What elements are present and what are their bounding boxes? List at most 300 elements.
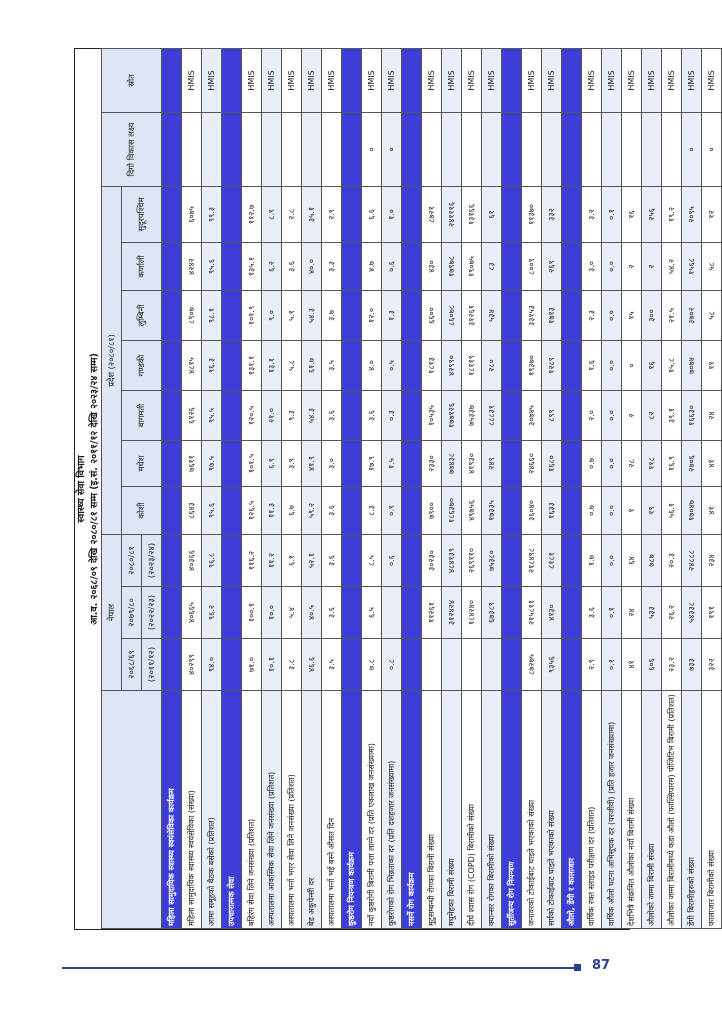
table-cell: HMIS xyxy=(362,48,382,112)
table-cell: ६.२ xyxy=(262,242,282,290)
table-cell: ८६०७८ xyxy=(442,290,462,340)
table-cell: १६३३ xyxy=(542,486,562,534)
table-cell: १३.१ xyxy=(262,340,282,390)
table-cell: १६८० xyxy=(542,440,562,486)
header-source: स्रोत xyxy=(102,48,162,112)
table-cell: ५८ xyxy=(702,242,722,290)
table-cell xyxy=(162,639,182,691)
row-label: जनावरको टोकाईबाट घाइते भएकाको संख्या xyxy=(522,691,542,929)
table-cell: ४३० xyxy=(422,242,442,290)
table-cell xyxy=(562,112,582,186)
table-cell: २३३० xyxy=(422,440,442,486)
table-cell: २१८४९८ xyxy=(522,534,542,586)
table-cell: १६ xyxy=(622,186,642,242)
row-label: अस्पतालमा आकस्मिक सेवा लिने जनसंख्या (प्रतिशत) xyxy=(262,691,282,929)
table-cell: HMIS xyxy=(542,48,562,112)
table-cell: ४०३६६ xyxy=(182,534,202,586)
table-cell: ७८७ xyxy=(642,534,662,586)
table-cell: ९७.५ xyxy=(202,440,222,486)
table-cell xyxy=(402,186,422,242)
table-cell: ४१ xyxy=(702,440,722,486)
table-cell: ३५.१ xyxy=(302,186,322,242)
table-cell: ४१ xyxy=(702,486,722,534)
table-cell: ४९७५६ xyxy=(462,486,482,534)
table-cell: ०.५ xyxy=(382,340,402,390)
table-cell xyxy=(482,639,502,691)
table-cell: ४०.५ xyxy=(302,587,322,639)
section-row xyxy=(162,48,182,928)
table-cell: ७७४३८ xyxy=(442,440,462,486)
table-cell xyxy=(402,440,422,486)
table-cell: १७७१२६ xyxy=(442,390,462,440)
row-label: औलोको जम्मा बिरामी संख्या xyxy=(642,691,662,929)
table-cell: १०१.९ xyxy=(242,290,262,340)
section-row xyxy=(342,48,362,928)
table-cell: HMIS xyxy=(302,48,322,112)
table-cell: ११ xyxy=(702,340,722,390)
table-cell xyxy=(342,534,362,586)
header-province-2: मधेश xyxy=(122,440,162,486)
table-cell xyxy=(502,48,522,112)
table-cell xyxy=(402,390,422,440)
table-cell xyxy=(222,48,242,112)
table-cell: HMIS xyxy=(282,48,302,112)
table-cell: २७०६ xyxy=(682,440,702,486)
table-cell xyxy=(202,112,222,186)
table-cell: ४६.६ xyxy=(302,639,322,691)
table-cell: ४.७ xyxy=(362,242,382,290)
table-row xyxy=(662,48,682,928)
table-cell xyxy=(162,534,182,586)
table-cell: १२ xyxy=(702,186,722,242)
row-label: अस्पतालमा भर्ना भई बस्ने औसत दिन xyxy=(322,691,342,929)
table-cell: ०.६ xyxy=(382,534,402,586)
table-cell: ३६०४० xyxy=(522,486,542,534)
table-cell: ० xyxy=(362,112,382,186)
table-cell: ९५.६ xyxy=(202,242,222,290)
table-cell: १.६ xyxy=(582,340,602,390)
table-cell xyxy=(222,534,242,586)
table-cell: १७३३५ xyxy=(482,486,502,534)
header-province-7: सुदूरपश्चिम xyxy=(122,186,162,242)
section-row xyxy=(502,48,522,928)
table-cell xyxy=(422,112,442,186)
table-cell: २०९५ xyxy=(682,186,702,242)
table-cell xyxy=(402,639,422,691)
table-cell xyxy=(342,112,362,186)
table-cell: ३३१५३ xyxy=(522,290,542,340)
table-cell: १९ xyxy=(642,486,662,534)
table-cell xyxy=(602,112,622,186)
row-label: उपचारात्मक सेवा xyxy=(222,691,242,929)
table-cell: ९.० xyxy=(262,290,282,340)
table-cell xyxy=(222,440,242,486)
table-cell: १९३७० xyxy=(522,340,542,390)
table-cell: २ xyxy=(642,242,662,290)
table-cell: ३.६ xyxy=(322,587,342,639)
table-cell: HMIS xyxy=(482,48,502,112)
table-cell: ४२४२ xyxy=(182,242,202,290)
table-cell: ४०२९९ xyxy=(182,639,202,691)
table-cell: १.७ xyxy=(582,534,602,586)
table-body xyxy=(162,48,722,928)
table-cell: ५.४ xyxy=(282,587,302,639)
table-cell: HMIS xyxy=(522,48,542,112)
table-cell: ९८.१ xyxy=(202,290,222,340)
table-cell: ६१.७ xyxy=(302,340,322,390)
table-cell: HMIS xyxy=(622,48,642,112)
table-cell xyxy=(222,390,242,440)
table-cell: ०.७ xyxy=(582,486,602,534)
table-cell: १२६.५ xyxy=(242,486,262,534)
table-row xyxy=(642,48,662,928)
rotated-table-page xyxy=(74,48,716,930)
table-cell: HMIS xyxy=(322,48,342,112)
header-year-1-ad: (२०११/१२) xyxy=(142,639,162,691)
row-label: बेड अकुपेन्सी दर xyxy=(302,691,322,929)
table-cell: ७३३ xyxy=(682,639,702,691)
table-cell: HMIS xyxy=(642,48,662,112)
footer-rule-marker xyxy=(574,964,581,971)
table-cell xyxy=(342,290,362,340)
header-activity xyxy=(102,691,162,929)
table-cell: २.९ xyxy=(582,639,602,691)
table-cell: ९५.५ xyxy=(202,390,222,440)
table-cell: ६.१ xyxy=(282,534,302,586)
header-province-1: कोशी xyxy=(122,486,162,534)
table-cell: ०.९ xyxy=(382,486,402,534)
table-cell: ८७२७५ xyxy=(522,639,542,691)
row-label: अस्पतालमा भर्ना भएर सेवा लिने जनसंख्या (प्रतिशत) xyxy=(282,691,302,929)
header-year-3: २०८०/८१ xyxy=(122,534,142,586)
table-cell: ७५३३७ xyxy=(462,390,482,440)
table-cell: ८००९ xyxy=(522,242,542,290)
row-label: औलो, डेंगी र कालाजार xyxy=(562,691,582,929)
table-cell xyxy=(442,639,462,691)
table-cell: २४९ xyxy=(482,440,502,486)
table-cell: ३.९ xyxy=(282,440,302,486)
row-label: मुटुसम्बन्धी रोगका बिरामी संख्या xyxy=(422,691,442,929)
table-cell: ५३४ xyxy=(482,290,502,340)
table-cell: ०.० xyxy=(602,486,622,534)
table-cell: ८१८१ xyxy=(542,534,562,586)
table-cell: ६१ xyxy=(482,186,502,242)
table-cell: ३.६ xyxy=(322,486,342,534)
table-row xyxy=(682,48,702,928)
table-cell xyxy=(482,112,502,186)
table-cell: १०.० xyxy=(262,587,282,639)
table-row xyxy=(582,48,602,928)
table-cell xyxy=(402,340,422,390)
row-label: औलोका जम्मा बिरामीमध्ये कडा औलो (फाल्सिपारम) पोजिटिभ बिरामी (प्रतिशत) xyxy=(662,691,682,929)
table-cell: २६९११० xyxy=(462,534,482,586)
table-cell: HMIS xyxy=(202,48,222,112)
table-cell xyxy=(162,440,182,486)
table-cell: ३.० xyxy=(322,440,342,486)
header-province-5: लुम्बिनी xyxy=(122,290,162,340)
table-cell: ८६४३ xyxy=(182,486,202,534)
table-row xyxy=(522,48,542,928)
table-cell: ६.९ xyxy=(262,440,282,486)
table-cell: ५.१ xyxy=(282,290,302,340)
header-year-2: २०७९/८० xyxy=(122,587,142,639)
table-cell: १९.२ xyxy=(662,186,682,242)
table-cell: ८७२१ xyxy=(422,186,442,242)
table-cell xyxy=(462,639,482,691)
table-cell: ०.१ xyxy=(602,587,622,639)
table-cell: ३.६ xyxy=(322,534,342,586)
table-row xyxy=(422,48,442,928)
table-cell xyxy=(222,639,242,691)
table-cell: १८११९ xyxy=(462,340,482,390)
row-label: देशभित्रै संक्रमित औलोका नयाँ बिरामी संख्या xyxy=(622,691,642,929)
table-cell: ९६.८ xyxy=(202,534,222,586)
table-cell: HMIS xyxy=(242,48,262,112)
row-label: महिला सामुदायिक स्वास्थ्य स्वयंसेविका (संख्या) xyxy=(182,691,202,929)
row-label: मधुमेहका बिरामी संख्या xyxy=(442,691,462,929)
table-cell xyxy=(562,639,582,691)
table-cell: ३.६ xyxy=(282,242,302,290)
table-cell xyxy=(502,390,522,440)
table-cell xyxy=(502,440,522,486)
table-cell xyxy=(502,340,522,390)
title-line-1: स्वास्थ्य सेवा विभाग xyxy=(76,455,87,523)
table-cell: १००.१ xyxy=(242,587,262,639)
table-cell: ८२ xyxy=(642,390,662,440)
table-cell xyxy=(162,242,182,290)
table-row xyxy=(182,48,202,928)
table-row xyxy=(442,48,462,928)
table-cell xyxy=(342,48,362,112)
table-cell: १५ xyxy=(622,290,642,340)
table-cell: १३१.१ xyxy=(242,340,262,390)
table-cell xyxy=(562,290,582,340)
table-cell: १.५ xyxy=(382,440,402,486)
table-cell: ६०७५ xyxy=(182,186,202,242)
table-cell: २८ xyxy=(622,440,642,486)
table-cell: HMIS xyxy=(182,48,202,112)
table-cell: ४०६६५ xyxy=(182,587,202,639)
table-cell xyxy=(502,290,522,340)
table-cell: ५६.१ xyxy=(662,486,682,534)
table-cell xyxy=(582,112,602,186)
row-label: नसर्ने रोग कार्यक्रम xyxy=(402,691,422,929)
table-cell: १८१३ xyxy=(422,340,442,390)
table-cell: ११.३ xyxy=(262,486,282,534)
row-label: कालाजार बिरामीको संख्या xyxy=(702,691,722,929)
table-cell: २.३ xyxy=(582,290,602,340)
table-cell xyxy=(222,112,242,186)
table-cell: २४६६० xyxy=(522,440,542,486)
header-province-4: गण्डकी xyxy=(122,340,162,390)
row-label: सर्पको टोकाईबाट घाइते भएकाको संख्या xyxy=(542,691,562,929)
table-cell xyxy=(422,639,442,691)
table-cell xyxy=(562,390,582,440)
table-cell: १८४२४० xyxy=(462,587,482,639)
table-cell: ३.५ xyxy=(322,639,342,691)
table-cell: HMIS xyxy=(602,48,622,112)
table-cell: २३४ xyxy=(702,534,722,586)
table-cell: ५.८ xyxy=(282,340,302,390)
table-cell: ५४.३ xyxy=(302,390,322,440)
row-label: महिला सामुदायिक स्वास्थ्य स्वयंसेविका कार्यक्रम xyxy=(162,691,182,929)
table-cell: HMIS xyxy=(462,48,482,112)
table-cell: ८३ xyxy=(482,242,502,290)
table-cell: २५६ xyxy=(642,186,662,242)
table-cell xyxy=(222,587,242,639)
table-cell: ८९०७ xyxy=(182,290,202,340)
table-cell xyxy=(222,486,242,534)
table-cell: ३.७ xyxy=(322,290,342,340)
table-cell: ११२.७ xyxy=(242,186,262,242)
table-cell: १७१३ xyxy=(542,290,562,340)
table-cell: ४१९३० xyxy=(462,440,482,486)
table-cell: ६.६ xyxy=(362,186,382,242)
table-cell: १७९७८ xyxy=(442,242,462,290)
table-cell: २.८ xyxy=(282,186,302,242)
row-label: कुष्ठरोगको रोग भिन्नताका दर (प्रति दशहजार जनसंख्यामा) xyxy=(382,691,402,929)
table-cell: HMIS xyxy=(262,48,282,112)
table-cell: ३.६ xyxy=(582,587,602,639)
table-row xyxy=(302,48,322,928)
table-cell: १०१.५ xyxy=(242,440,262,486)
table-cell: ८८८३१ xyxy=(482,390,502,440)
table-cell: ५४३३८ xyxy=(682,587,702,639)
table-cell xyxy=(242,112,262,186)
table-cell: ७९०० xyxy=(422,486,442,534)
table-cell: १.३ xyxy=(382,290,402,340)
table-cell xyxy=(182,112,202,186)
table-cell: १५६८ xyxy=(682,242,702,290)
table-cell xyxy=(462,112,482,186)
table-cell xyxy=(402,534,422,586)
header-province-6: कर्णाली xyxy=(122,242,162,290)
table-row xyxy=(262,48,282,928)
table-cell: १३५.१ xyxy=(242,242,262,290)
header-province-3: बागमती xyxy=(122,390,162,440)
table-cell: HMIS xyxy=(442,48,462,112)
table-cell: ११२६१ xyxy=(422,587,442,639)
table-cell: २ xyxy=(622,242,642,290)
title-line-3: आ.व. २०६८/०९ देखि २०८०/८१ सम्म (इ.सं. २०११/१२ देखि २०२३/२४ सम्म) xyxy=(89,353,100,625)
table-cell: ७५३८० xyxy=(482,534,502,586)
table-cell: १६.९ xyxy=(662,440,682,486)
table-cell: ४१.९ xyxy=(302,440,322,486)
table-cell xyxy=(502,534,522,586)
table-cell xyxy=(162,390,182,440)
table-cell xyxy=(382,587,402,639)
table-cell: HMIS xyxy=(702,48,722,112)
table-cell: ३१२६१ xyxy=(462,290,482,340)
table-cell xyxy=(662,112,682,186)
table-cell: ०.० xyxy=(602,242,622,290)
table-row xyxy=(462,48,482,928)
row-label: क्यान्सर रोगका बिरामीको संख्या xyxy=(482,691,502,929)
table-cell: ३७०२ xyxy=(682,290,702,340)
table-cell: २०.३ xyxy=(662,534,682,586)
table-cell: १०५३५ xyxy=(422,390,442,440)
table-cell: ८.५ xyxy=(362,534,382,586)
table-row xyxy=(702,48,722,928)
table-cell: २१५८११ xyxy=(522,587,542,639)
table-cell xyxy=(402,587,422,639)
table-cell xyxy=(342,486,362,534)
row-label: सुर्तीजन्य रोग नियन्त्रण xyxy=(502,691,522,929)
table-cell: ० xyxy=(622,340,642,390)
footer-rule xyxy=(62,967,576,969)
table-cell: ०.१ xyxy=(602,186,622,242)
table-cell: ५४.३ xyxy=(302,290,322,340)
table-cell xyxy=(622,112,642,186)
table-cell xyxy=(562,587,582,639)
table-cell: १९१ xyxy=(702,587,722,639)
table-cell: १५.८ xyxy=(662,340,682,390)
table-cell: ८९९ xyxy=(542,390,562,440)
table-cell: ९३५६ xyxy=(542,639,562,691)
table-cell xyxy=(542,112,562,186)
table-cell: ४०.० xyxy=(302,242,322,290)
table-cell xyxy=(222,340,242,390)
section-row xyxy=(402,48,422,928)
table-cell: ११६.२ xyxy=(242,534,262,586)
table-cell: १२०.५ xyxy=(242,390,262,440)
table-cell xyxy=(162,290,182,340)
table-cell xyxy=(342,639,362,691)
table-cell: ० xyxy=(382,112,402,186)
table-row xyxy=(542,48,562,928)
table-cell: २४ xyxy=(622,587,642,639)
header-group-nepal: नेपाल xyxy=(102,534,122,690)
table-cell: ६४ xyxy=(622,534,642,586)
table-cell: ६१२६ xyxy=(182,390,202,440)
table-cell xyxy=(502,587,522,639)
table-cell xyxy=(562,440,582,486)
table-cell: १०.१ xyxy=(262,639,282,691)
table-cell: ०.० xyxy=(602,290,622,340)
table-cell: १.० xyxy=(382,186,402,242)
table-cell xyxy=(562,186,582,242)
table-cell: १६६३० xyxy=(682,390,702,440)
table-cell xyxy=(562,242,582,290)
table-cell: ५३३ xyxy=(642,587,662,639)
table-cell: ७१.० xyxy=(242,639,262,691)
table-cell xyxy=(162,112,182,186)
table-cell: ३९.१ xyxy=(662,390,682,440)
table-cell: ५४.२ xyxy=(662,242,682,290)
table-cell: ७.८ xyxy=(362,639,382,691)
table-cell: ०.० xyxy=(602,440,622,486)
table-cell: ०.१ xyxy=(602,639,622,691)
table-cell: ३.८ xyxy=(282,639,302,691)
table-cell: ६.७ xyxy=(282,486,302,534)
row-label: कुष्ठरोग नियन्त्रण कार्यक्रम xyxy=(342,691,362,929)
table-cell: ९६.२ xyxy=(202,587,222,639)
table-cell xyxy=(222,186,242,242)
table-cell: ६०६ xyxy=(642,639,662,691)
table-cell xyxy=(522,112,542,186)
table-cell: ३३२ xyxy=(542,186,562,242)
table-cell: ८.९ xyxy=(262,186,282,242)
row-label: वार्षिक रक्त स्लाइड परीक्षण दर (प्रतिशत) xyxy=(582,691,602,929)
table-cell: ५८ xyxy=(702,290,722,340)
table-cell: ९५.६ xyxy=(202,486,222,534)
table-cell xyxy=(402,290,422,340)
table-cell xyxy=(162,48,182,112)
table-cell: ३.५ xyxy=(322,340,342,390)
table-row xyxy=(482,48,502,928)
table-cell: HMIS xyxy=(582,48,602,112)
table-row xyxy=(202,48,222,928)
